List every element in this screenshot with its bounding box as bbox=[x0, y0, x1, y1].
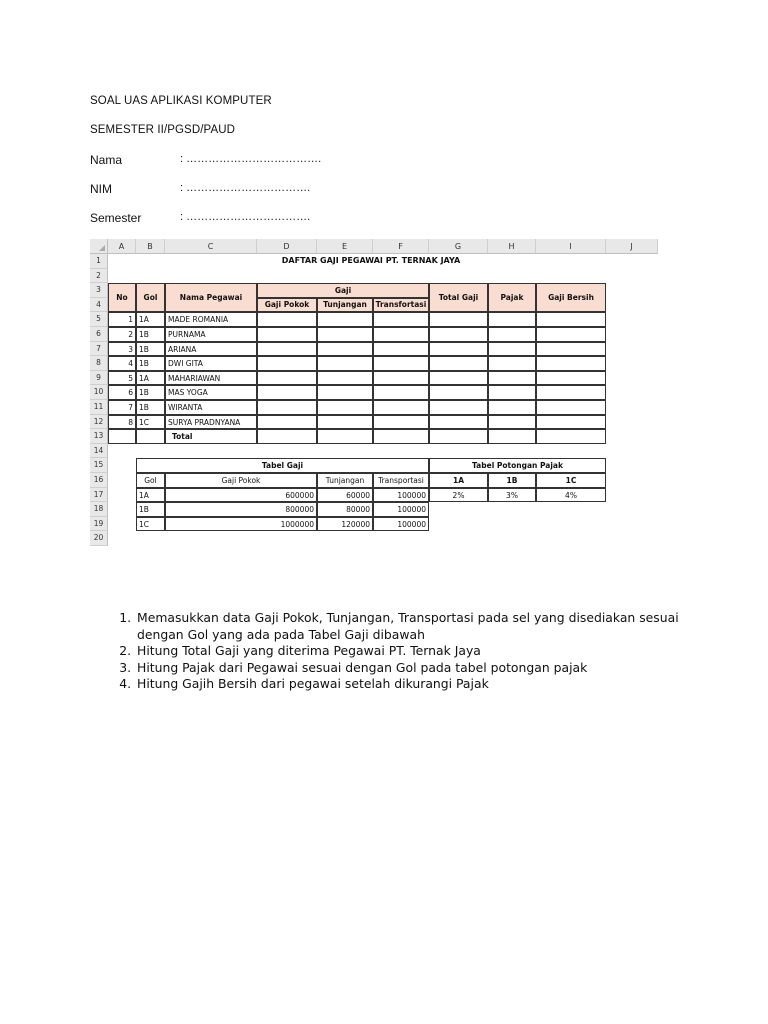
empty-cell bbox=[536, 342, 606, 357]
spreadsheet-image bbox=[90, 239, 658, 549]
employee-name: DWI GITA bbox=[165, 356, 257, 371]
header-no: No bbox=[108, 283, 136, 312]
task-item: 2. Hitung Total Gaji yang diterima Pegawai PT. Ternak Jaya bbox=[135, 643, 725, 660]
empty-cell bbox=[536, 385, 606, 400]
employee-gol: 1A bbox=[136, 371, 165, 386]
tabel-pajak-header: 1C bbox=[536, 473, 606, 488]
tabel-pajak-title: Tabel Potongan Pajak bbox=[429, 458, 606, 473]
tabel-gaji-header: Gaji Pokok bbox=[165, 473, 317, 488]
tabel-gaji-header: Tunjangan bbox=[317, 473, 373, 488]
empty-cell bbox=[429, 312, 488, 327]
row-header[interactable]: 16 bbox=[90, 473, 108, 488]
empty-cell bbox=[317, 429, 373, 444]
tabel-gaji-transport: 100000 bbox=[373, 502, 429, 517]
tabel-gaji-title: Tabel Gaji bbox=[136, 458, 429, 473]
row-header[interactable]: 12 bbox=[90, 415, 108, 430]
tabel-gaji-transport: 100000 bbox=[373, 517, 429, 532]
empty-cell bbox=[373, 415, 429, 430]
empty-cell bbox=[373, 356, 429, 371]
empty-cell bbox=[373, 342, 429, 357]
row-header[interactable]: 6 bbox=[90, 327, 108, 342]
row-header[interactable]: 5 bbox=[90, 312, 108, 327]
tabel-gaji-gol: 1C bbox=[136, 517, 165, 532]
semester-label: Semester bbox=[90, 211, 142, 225]
employee-no: 4 bbox=[108, 356, 136, 371]
semester-value: : ……………………………. bbox=[180, 211, 311, 223]
employee-no: 5 bbox=[108, 371, 136, 386]
header-transport: Transfortasi bbox=[373, 298, 429, 313]
tabel-gaji-gol: 1A bbox=[136, 488, 165, 503]
employee-gol: 1C bbox=[136, 415, 165, 430]
row-header[interactable]: 13 bbox=[90, 429, 108, 444]
employee-gol: 1B bbox=[136, 400, 165, 415]
empty-cell bbox=[317, 327, 373, 342]
total-label: Total bbox=[165, 429, 257, 444]
tabel-pajak-value: 2% bbox=[429, 488, 488, 503]
employee-name: MADE ROMANIA bbox=[165, 312, 257, 327]
header-total: Total Gaji bbox=[429, 283, 488, 312]
column-header[interactable]: B bbox=[136, 239, 165, 254]
row-header[interactable]: 3 bbox=[90, 283, 108, 298]
empty-cell bbox=[429, 400, 488, 415]
tabel-gaji-tunjangan: 80000 bbox=[317, 502, 373, 517]
header-tunjangan: Tunjangan bbox=[317, 298, 373, 313]
empty-cell bbox=[317, 342, 373, 357]
employee-no: 8 bbox=[108, 415, 136, 430]
empty-cell bbox=[429, 385, 488, 400]
employee-name: WIRANTA bbox=[165, 400, 257, 415]
empty-cell bbox=[257, 400, 317, 415]
empty-cell bbox=[317, 385, 373, 400]
tabel-pajak-value: 4% bbox=[536, 488, 606, 503]
header-gol: Gol bbox=[136, 283, 165, 312]
nama-value: : ………………………………. bbox=[180, 153, 322, 165]
empty-cell bbox=[536, 312, 606, 327]
employee-name: ARIANA bbox=[165, 342, 257, 357]
employee-gol: 1A bbox=[136, 312, 165, 327]
tabel-gaji-header: Transportasi bbox=[373, 473, 429, 488]
employee-name: MAHARIAWAN bbox=[165, 371, 257, 386]
row-header[interactable]: 18 bbox=[90, 502, 108, 517]
employee-name: SURYA PRADNYANA bbox=[165, 415, 257, 430]
empty-cell bbox=[488, 342, 536, 357]
empty-cell bbox=[429, 429, 488, 444]
tabel-gaji-transport: 100000 bbox=[373, 488, 429, 503]
empty-cell bbox=[488, 385, 536, 400]
nim-label: NIM bbox=[90, 182, 112, 196]
row-header[interactable]: 1 bbox=[90, 254, 108, 269]
header-nama: Nama Pegawai bbox=[165, 283, 257, 312]
empty-cell bbox=[373, 429, 429, 444]
tabel-pajak-header: 1A bbox=[429, 473, 488, 488]
empty-cell bbox=[136, 429, 165, 444]
task-item: 4. Hitung Gajih Bersih dari pegawai setelah dikurangi Pajak bbox=[135, 676, 725, 693]
empty-cell bbox=[488, 356, 536, 371]
tabel-gaji-pokok: 1000000 bbox=[165, 517, 317, 532]
tabel-gaji-header: Gol bbox=[136, 473, 165, 488]
empty-cell bbox=[536, 415, 606, 430]
employee-gol: 1B bbox=[136, 327, 165, 342]
column-header[interactable]: C bbox=[165, 239, 257, 254]
employee-no: 2 bbox=[108, 327, 136, 342]
empty-cell bbox=[373, 327, 429, 342]
tabel-pajak-value: 3% bbox=[488, 488, 536, 503]
row-header[interactable]: 2 bbox=[90, 269, 108, 284]
row-header[interactable]: 19 bbox=[90, 517, 108, 532]
row-header[interactable]: 20 bbox=[90, 531, 108, 546]
empty-cell bbox=[488, 400, 536, 415]
empty-cell bbox=[257, 371, 317, 386]
doc-subtitle: SEMESTER II/PGSD/PAUD bbox=[90, 124, 236, 136]
employee-no: 3 bbox=[108, 342, 136, 357]
empty-cell bbox=[488, 429, 536, 444]
empty-cell bbox=[373, 371, 429, 386]
empty-cell bbox=[108, 429, 136, 444]
sheet-title: DAFTAR GAJI PEGAWAI PT. TERNAK JAYA bbox=[281, 256, 461, 265]
task-item: 3. Hitung Pajak dari Pegawai sesuai dengan Gol pada tabel potongan pajak bbox=[135, 660, 725, 677]
tabel-pajak-header: 1B bbox=[488, 473, 536, 488]
column-header[interactable]: D bbox=[257, 239, 317, 254]
employee-gol: 1B bbox=[136, 356, 165, 371]
empty-cell bbox=[257, 356, 317, 371]
empty-cell bbox=[257, 312, 317, 327]
empty-cell bbox=[257, 385, 317, 400]
column-header[interactable]: A bbox=[108, 239, 136, 254]
row-header[interactable]: 7 bbox=[90, 342, 108, 357]
empty-cell bbox=[429, 371, 488, 386]
empty-cell bbox=[257, 415, 317, 430]
nim-value: : ……………………………. bbox=[180, 182, 311, 194]
row-header[interactable]: 15 bbox=[90, 458, 108, 473]
tabel-gaji-pokok: 800000 bbox=[165, 502, 317, 517]
row-header[interactable]: 10 bbox=[90, 385, 108, 400]
empty-cell bbox=[317, 415, 373, 430]
row-header[interactable]: 14 bbox=[90, 444, 108, 459]
tabel-gaji-tunjangan: 60000 bbox=[317, 488, 373, 503]
employee-no: 7 bbox=[108, 400, 136, 415]
empty-cell bbox=[317, 400, 373, 415]
empty-cell bbox=[317, 312, 373, 327]
row-header[interactable]: 9 bbox=[90, 371, 108, 386]
task-item: 1. Memasukkan data Gaji Pokok, Tunjangan, Transportasi pada sel yang disediakan sesuai dengan Gol yang ada pada Tabel Gaji dibawah bbox=[135, 610, 725, 643]
empty-cell bbox=[536, 371, 606, 386]
empty-cell bbox=[488, 312, 536, 327]
column-header[interactable]: F bbox=[373, 239, 429, 254]
empty-cell bbox=[536, 429, 606, 444]
select-all-corner[interactable] bbox=[90, 239, 108, 254]
employee-gol: 1B bbox=[136, 342, 165, 357]
empty-cell bbox=[536, 327, 606, 342]
doc-title: SOAL UAS APLIKASI KOMPUTER bbox=[90, 95, 272, 107]
column-header[interactable]: E bbox=[317, 239, 373, 254]
employee-no: 1 bbox=[108, 312, 136, 327]
header-gaji: Gaji bbox=[257, 283, 429, 298]
empty-cell bbox=[257, 327, 317, 342]
column-header[interactable]: G bbox=[429, 239, 488, 254]
empty-cell bbox=[373, 312, 429, 327]
empty-cell bbox=[488, 371, 536, 386]
tabel-gaji-gol: 1B bbox=[136, 502, 165, 517]
empty-cell bbox=[373, 400, 429, 415]
tabel-gaji-pokok: 600000 bbox=[165, 488, 317, 503]
employee-gol: 1B bbox=[136, 385, 165, 400]
nama-label: Nama bbox=[90, 153, 123, 167]
header-pokok: Gaji Pokok bbox=[257, 298, 317, 313]
row-header[interactable]: 4 bbox=[90, 298, 108, 313]
row-header[interactable]: 17 bbox=[90, 488, 108, 503]
column-header[interactable]: I bbox=[536, 239, 606, 254]
header-pajak: Pajak bbox=[488, 283, 536, 312]
empty-cell bbox=[429, 356, 488, 371]
empty-cell bbox=[429, 415, 488, 430]
column-header[interactable]: H bbox=[488, 239, 536, 254]
row-header[interactable]: 11 bbox=[90, 400, 108, 415]
empty-cell bbox=[488, 327, 536, 342]
empty-cell bbox=[317, 371, 373, 386]
employee-name: PURNAMA bbox=[165, 327, 257, 342]
column-header[interactable]: J bbox=[606, 239, 658, 254]
empty-cell bbox=[257, 342, 317, 357]
empty-cell bbox=[429, 342, 488, 357]
empty-cell bbox=[317, 356, 373, 371]
empty-cell bbox=[373, 385, 429, 400]
empty-cell bbox=[536, 400, 606, 415]
task-list bbox=[113, 610, 725, 693]
row-header[interactable]: 8 bbox=[90, 356, 108, 371]
empty-cell bbox=[488, 415, 536, 430]
empty-cell bbox=[429, 327, 488, 342]
header-bersih: Gaji Bersih bbox=[536, 283, 606, 312]
empty-cell bbox=[536, 356, 606, 371]
tabel-gaji-tunjangan: 120000 bbox=[317, 517, 373, 532]
employee-no: 6 bbox=[108, 385, 136, 400]
empty-cell bbox=[257, 429, 317, 444]
employee-name: MAS YOGA bbox=[165, 385, 257, 400]
